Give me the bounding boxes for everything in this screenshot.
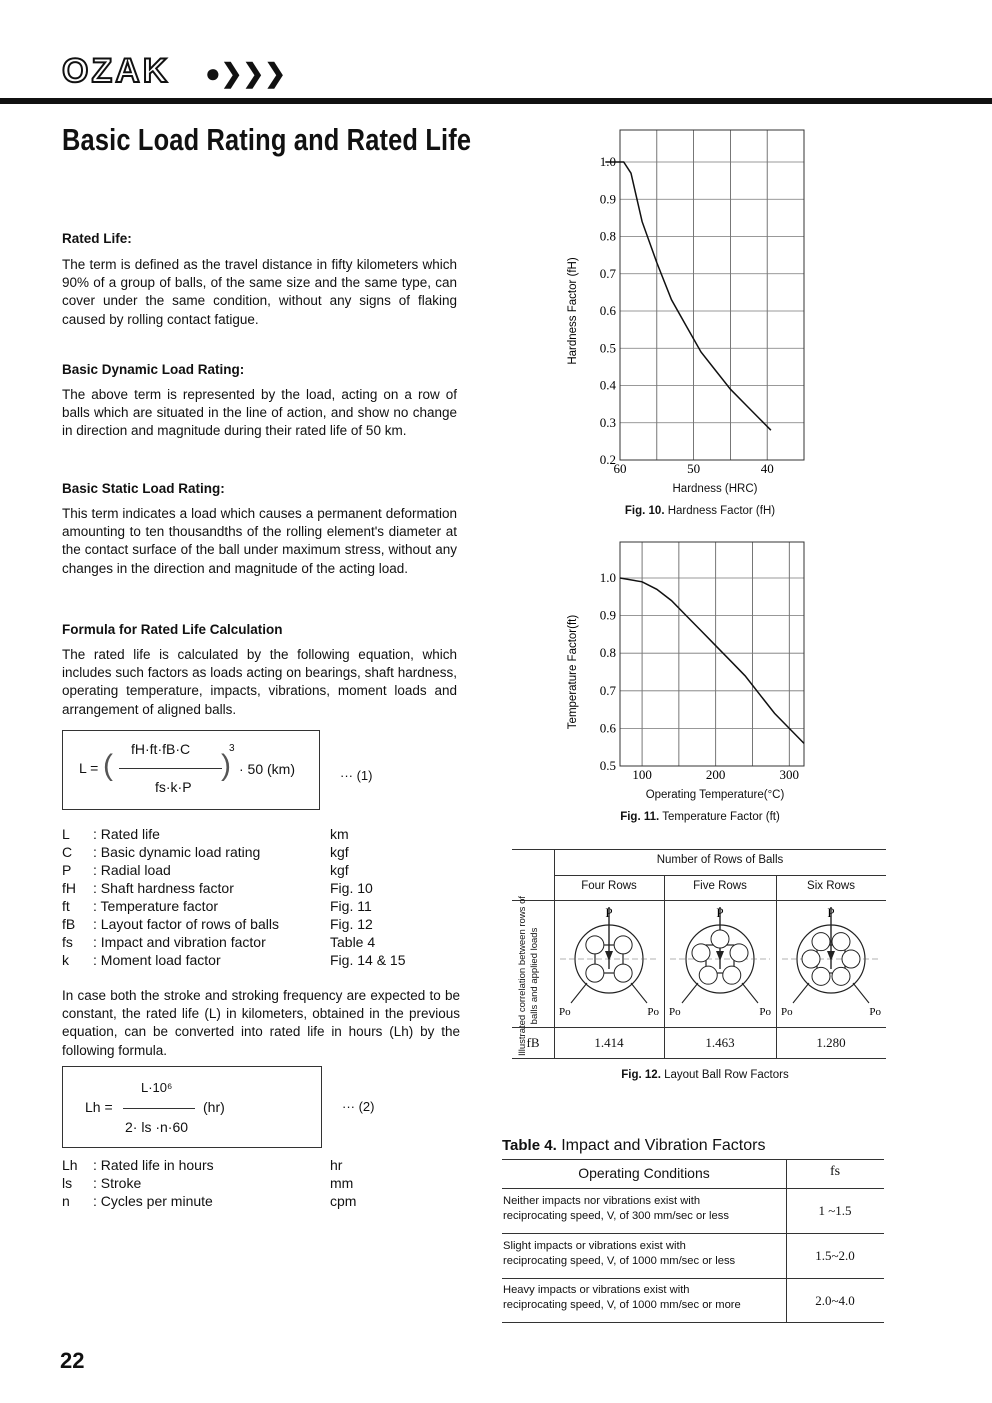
legend-2: [62, 1156, 442, 1210]
rated-life-heading: Rated Life:: [62, 231, 132, 246]
ball: [723, 966, 741, 984]
eq2-numerator: L·10⁶: [141, 1080, 173, 1095]
legend-desc: : Temperature factor: [93, 898, 219, 914]
ball: [699, 966, 717, 984]
ball: [812, 967, 830, 985]
x-tick-label: 300: [779, 767, 800, 782]
y-tick-label: 0.7: [599, 682, 616, 698]
table4-row: [503, 1239, 735, 1269]
ball: [730, 944, 748, 962]
y-tick-label: 0.9: [599, 191, 616, 207]
fig12-caption-num: Fig. 12.: [621, 1069, 661, 1081]
fig12-col-four: Four Rows: [581, 880, 637, 892]
ball: [614, 936, 632, 954]
fig11-caption-text: Temperature Factor (ft): [662, 811, 780, 823]
load-label-p: P: [605, 905, 613, 920]
rated-life-text: The term is defined as the travel distance in fifty kilometers which 90% of a group of balls, of the same size and the same type, can cover under the same condition, without any signs of flaking caused by rolling contact fatigue.: [62, 257, 457, 327]
legend-unit: Fig. 11: [330, 898, 372, 914]
legend-symbol: C: [62, 844, 73, 860]
six-rows-diagram: [776, 901, 886, 1027]
fig10-caption: [560, 505, 840, 517]
eq1-fraction-bar: [119, 768, 222, 769]
y-axis-label: Hardness Factor (fH): [567, 257, 579, 365]
table4: [502, 1159, 884, 1324]
eq1-right-paren: ): [221, 749, 231, 782]
legend-row: [62, 825, 442, 843]
y-tick-label: 0.6: [599, 720, 616, 736]
load-label-po: Po: [559, 1006, 571, 1018]
table4-cond: Neither impacts nor vibrations exist with: [503, 1195, 701, 1207]
table4-title: [502, 1137, 765, 1155]
load-label-po: Po: [759, 1006, 771, 1018]
header-rule: [0, 98, 992, 104]
legend-desc: : Moment load factor: [93, 952, 221, 968]
fig10-xlabel: Hardness (HRC): [672, 483, 758, 495]
reaction-arrow: [793, 983, 809, 1003]
ball: [711, 930, 729, 948]
legend-row: [62, 879, 442, 897]
arrow-head: [716, 951, 724, 961]
table4-row: [503, 1194, 729, 1224]
equation-2-box: [62, 1066, 322, 1148]
eq2-unit: (hr): [203, 1099, 225, 1115]
ball: [586, 936, 604, 954]
page-number: 22: [60, 1348, 85, 1373]
legend-symbol: fH: [62, 880, 76, 896]
fig11-chart: [560, 540, 820, 785]
fig12-col-six: Six Rows: [807, 880, 855, 892]
arrow-head: [605, 951, 613, 961]
legend-unit: Fig. 12: [330, 916, 373, 932]
plot-frame: [620, 130, 804, 460]
load-label-po: Po: [781, 1006, 793, 1018]
fig12-caption-text: Layout Ball Row Factors: [664, 1069, 789, 1081]
y-axis-label: Temperature Factor(ft): [567, 614, 579, 730]
legend-row: [62, 1174, 442, 1192]
table4-cond: Slight impacts or vibrations exist with: [503, 1240, 686, 1252]
legend-row: [62, 951, 442, 969]
legend-unit: hr: [330, 1157, 343, 1173]
legend-unit: cpm: [330, 1193, 357, 1209]
ball: [842, 950, 860, 968]
fig10-chart: [560, 125, 820, 500]
legend-symbol: fB: [62, 916, 76, 932]
reaction-arrow: [853, 983, 869, 1003]
conversion-text: In case both the stroke and stroking frequency are expected to be constant, the rated life (L) in kilometers, obtained in the previous equation, can be converted into rated life in hours (Lh) by the following formula.: [62, 988, 460, 1058]
table4-row: [503, 1283, 741, 1313]
y-tick-label: 0.4: [599, 377, 616, 393]
eq1-exponent: 3: [229, 743, 235, 754]
eq1-left-paren: (: [103, 749, 113, 782]
x-tick-label: 50: [687, 461, 701, 476]
table4-cond: reciprocating speed, V, of 1000 mm/sec or more: [503, 1299, 741, 1311]
ball: [614, 964, 632, 982]
static-text: This term indicates a load which causes a permanent deformation amounting to ten thousandths of the rolling element's diameter at the contact surface of the ball under maximum stress, without any changes in the direction and magnitude of the acting load.: [62, 506, 457, 576]
legend-desc: : Radial load: [93, 862, 171, 878]
legend-1: [62, 825, 442, 969]
table4-title-num: Table 4.: [502, 1137, 557, 1154]
table4-col2: fs: [829, 1164, 841, 1179]
load-label-po: Po: [669, 1006, 681, 1018]
y-tick-label: 0.6: [599, 303, 616, 318]
fig11-caption: [560, 811, 840, 823]
reaction-arrow: [682, 983, 698, 1003]
legend-symbol: fs: [62, 934, 73, 950]
legend-desc: : Layout factor of rows of balls: [93, 916, 279, 932]
legend-desc: : Stroke: [93, 1175, 142, 1191]
fig10-caption-text: Hardness Factor (fH): [667, 505, 776, 517]
legend-symbol: P: [62, 862, 72, 878]
fig12-fb-four: 1.414: [594, 1035, 624, 1050]
eq1-lhs: L =: [79, 760, 99, 776]
reaction-arrow: [571, 983, 587, 1003]
x-tick-label: 40: [760, 461, 774, 476]
legend-unit: km: [330, 826, 349, 842]
y-tick-label: 0.5: [599, 340, 616, 356]
x-tick-label: 100: [632, 767, 652, 782]
static-heading: Basic Static Load Rating:: [62, 481, 225, 496]
legend-unit: kgf: [330, 862, 349, 878]
dynamic-heading: Basic Dynamic Load Rating:: [62, 362, 245, 377]
x-tick-label: 60: [613, 461, 627, 476]
series-line: [605, 162, 771, 430]
table4-fs: 1 ~1.5: [818, 1203, 852, 1218]
legend-desc: : Shaft hardness factor: [93, 880, 234, 896]
ball: [692, 944, 710, 962]
legend-desc: : Rated life: [93, 826, 160, 842]
y-tick-label: 1.0: [599, 570, 616, 585]
ball: [586, 964, 604, 982]
eq1-numerator: fH·ft·fB·C: [131, 741, 191, 757]
fig11-caption-num: Fig. 11.: [620, 811, 660, 823]
eq2-denominator: 2· ls ·n·60: [125, 1119, 189, 1135]
plot-frame: [620, 542, 804, 766]
legend-desc: : Cycles per minute: [93, 1193, 213, 1209]
four-rows-diagram: [554, 901, 664, 1027]
fig12-side-label: Illustrated correlation between rows of balls and applied loads: [517, 896, 540, 1056]
y-tick-label: 0.3: [599, 414, 616, 430]
legend-symbol: ls: [62, 1175, 73, 1191]
legend-row: [62, 897, 442, 915]
dynamic-text: The above term is represented by the load, acting on a row of balls which are situated in the line of action, and show no change in direction and magnitude during their rated life of 50 km.: [62, 387, 457, 439]
table4-title-text: Impact and Vibration Factors: [561, 1137, 766, 1154]
y-tick-label: 0.9: [599, 607, 616, 623]
table4-cond: reciprocating speed, V, of 1000 mm/sec or less: [503, 1255, 736, 1267]
reaction-arrow: [631, 983, 647, 1003]
fig12-fb-five: 1.463: [705, 1035, 735, 1050]
eq2-fraction-bar: [123, 1108, 195, 1109]
y-tick-label: 0.8: [599, 645, 616, 661]
legend-desc: : Impact and vibration factor: [93, 934, 266, 950]
legend-row: [62, 1192, 442, 1210]
fig12-col-five: Five Rows: [693, 880, 747, 892]
legend-symbol: L: [62, 826, 70, 842]
legend-unit: Fig. 10: [330, 880, 373, 896]
y-tick-label: 0.5: [599, 758, 616, 773]
brand-logo: OZAK: [62, 52, 171, 90]
table4-fs: 2.0~4.0: [815, 1293, 855, 1308]
legend-row: [62, 915, 442, 933]
ball: [832, 933, 850, 951]
fig11-xlabel: Operating Temperature(°C): [645, 789, 785, 801]
arrow-head: [827, 951, 835, 961]
legend-desc: : Basic dynamic load rating: [93, 844, 261, 860]
legend-symbol: Lh: [62, 1157, 78, 1173]
reaction-arrow: [742, 983, 758, 1003]
page-title: Basic Load Rating and Rated Life: [62, 122, 472, 157]
legend-symbol: k: [62, 952, 69, 968]
y-tick-label: 0.8: [599, 228, 616, 244]
eq1-number: ··· (1): [340, 768, 373, 783]
table4-col1: Operating Conditions: [578, 1165, 710, 1181]
fig12-caption: [560, 1069, 850, 1081]
load-label-p: P: [827, 905, 835, 920]
legend-symbol: ft: [62, 898, 70, 914]
ball: [812, 933, 830, 951]
eq1-denominator: fs·k·P: [155, 779, 192, 795]
ball: [802, 950, 820, 968]
brand-dots-icon: ●❯❯❯: [205, 58, 287, 88]
legend-row: [62, 1156, 442, 1174]
legend-unit: Fig. 14 & 15: [330, 952, 406, 968]
y-tick-label: 1.0: [599, 154, 616, 169]
legend-row: [62, 933, 442, 951]
eq2-number: ··· (2): [342, 1099, 375, 1114]
table4-cond: reciprocating speed, V, of 300 mm/sec or less: [503, 1210, 729, 1222]
fig10-caption-num: Fig. 10.: [624, 505, 665, 517]
fig12-fb-label: fB: [526, 1035, 540, 1050]
eq2-lhs: Lh =: [85, 1099, 113, 1115]
equation-1-box: [62, 730, 320, 810]
legend-unit: Table 4: [330, 934, 376, 950]
legend-row: [62, 843, 442, 861]
fig12-fb-six: 1.280: [816, 1035, 846, 1050]
load-label-po: Po: [647, 1006, 659, 1018]
table4-cond: Heavy impacts or vibrations exist with: [503, 1284, 690, 1296]
load-label-p: P: [716, 905, 724, 920]
fig12-table: [512, 849, 886, 1059]
five-rows-diagram: [664, 901, 776, 1027]
table4-fs: 1.5~2.0: [815, 1248, 855, 1263]
legend-row: [62, 861, 442, 879]
y-tick-label: 0.7: [599, 265, 616, 281]
y-tick-label: 0.2: [599, 452, 616, 467]
legend-desc: : Rated life in hours: [93, 1157, 214, 1173]
fig12-header: Number of Rows of Balls: [656, 854, 784, 866]
formula-heading: Formula for Rated Life Calculation: [62, 622, 283, 637]
eq1-tail: · 50 (km): [239, 761, 295, 777]
series-line: [620, 578, 804, 743]
ball: [832, 967, 850, 985]
formula-text: The rated life is calculated by the following equation, which includes such factors as loads acting on bearings, shaft hardness, operating temperature, impacts, vibrations, moment loads and arrangement of aligned balls.: [62, 647, 457, 717]
legend-unit: kgf: [330, 844, 349, 860]
legend-symbol: n: [62, 1193, 70, 1209]
load-label-po: Po: [869, 1006, 881, 1018]
x-tick-label: 200: [705, 767, 726, 782]
legend-unit: mm: [330, 1175, 354, 1191]
